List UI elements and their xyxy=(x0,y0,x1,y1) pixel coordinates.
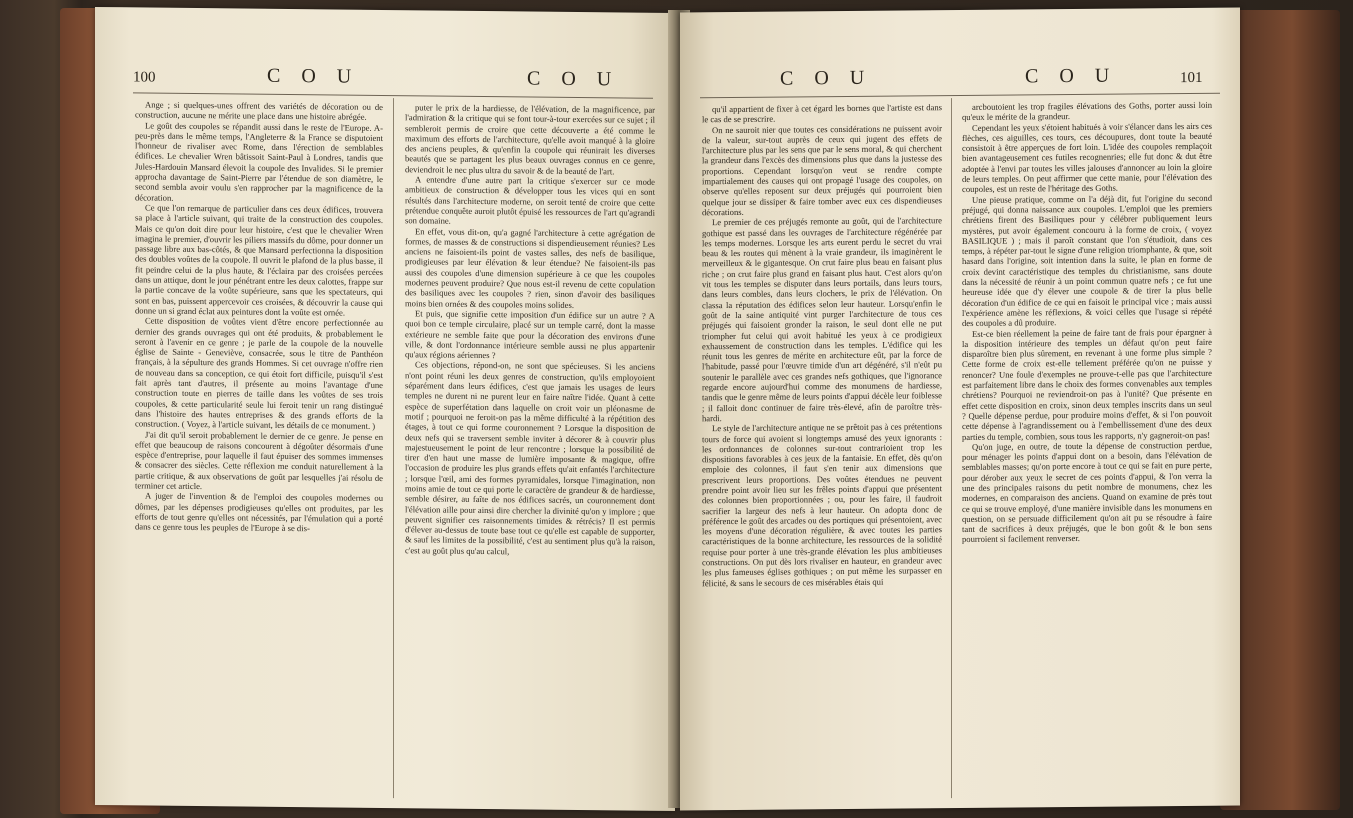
text-column-1 xyxy=(135,99,383,792)
page-number: 101 xyxy=(1180,69,1203,87)
paragraph: Une pieuse pratique, comme on l'a déjà dit, fut l'origine du second préjugé, qui donna naissance aux coupoles. L'emploi que les premiers chrétiens firent des Basiliques pour y célébrer publiquement leurs mystères, put avoir également concouru à la forme de croix, ( voyez BASILIQUE ) ; mais il paroît constant que l'on s'étudioit, dans ces temps, à répéter par-tout le signe d'une religion triomphante, & que, soit hasard dans l'origine, soit intention dans la suite, le plan en forme de croix devint caractéristique des temples du christianisme, sans doute dans la nécessité de réunir à un point commun quatre nefs ; ce fut une heureuse idée que d'y élever une coupole & de tirer la plus belle décoration d'un édifice de ce qui en faisoit le principal vice ; mais aussi l'expérience amène les réflexions, & voici celles que l'usage si répété des coupoles a dû produire. xyxy=(962,192,1212,329)
paragraph: Le premier de ces préjugés remonte au goût, qui de l'architecture gothique est passé dans les ouvrages de l'architecture régénérée par les temps modernes. Lorsque les arts eurent perdu le secret du vrai beau & les routes qui mènent à la vraie grandeur, ils imaginèrent le merveilleux & le gigantesque. On crut faire plus beau en faisant plus riche ; on crut faire plus grand en faisant plus haut. C'est alors qu'on vit tous les temples se disputer dans leurs portails, dans leurs tours, dans leurs combles, dans leurs clochers, le prix de l'élévation. On classa la réputation des édifices selon leur hauteur. Lorsqu'enfin le goût de la saine antiquité vint purger l'architecture de tous ces préjugés qui faisoient gronder la raison, le seul dont elle ne put triompher fut celui qui avoit habitué les yeux à ce prodigieux exhaussement de construction dans les temples. L'édifice qui les réunit tous les genres de mérite en architecture eût, par la force de l'habitude, passé pour l'œuvre timide d'un art dégénéré, s'il n'eût pu soutenir le parallèle avec ces grandes nefs gothiques, que l'ignorance regarde encore aujourd'hui comme des monumens de hardiesse, tandis que le genre même de leurs points d'appui décèle leur foiblesse ; il falloit donc continuer de faire très-élevé, afin de paroître très-hardi. xyxy=(702,215,942,424)
left-page xyxy=(95,7,675,811)
paragraph: Est-ce bien réellement la peine de faire tant de frais pour épargner à la disposition intérieure des temples un défaut qu'on peut faire disparoître bien plus sûrement, en revenant à une forme plus simple ? Cette forme de croix est-elle tellement préférée qu'on ne puisse y renoncer? Une foule d'exemples ne prouve-t-elle pas que l'architecture est parfaitement libre dans le choix des formes convenables aux temples chrétiens? Pourquoi ne reviendroit-on pas à l'unité? Que présente en effet cette disposition en croix, sinon deux temples inscrits dans un seul ? Quelle dépense perdue, pour produire moins d'effet, & si l'on pouvoit cette dépense à l'agrandissement ou à l'embellissement d'une des deux parties du temple, combien, sous tous les rapports, n'y gagneroit-on pas! xyxy=(962,326,1212,442)
running-head: C O U xyxy=(780,66,873,90)
paragraph: arcboutoient les trop fragiles élévations des Goths, porter aussi loin qu'eux le mérite de la grandeur. xyxy=(962,99,1212,123)
text-column-2 xyxy=(962,100,1212,792)
right-page xyxy=(680,8,1240,811)
text-column-2 xyxy=(405,102,655,795)
paragraph: En effet, vous dit-on, qu'a gagné l'architecture à cette agrégation de formes, de masses & de constructions si dispendieusement réunies? Les anciens ne faisoient-ils point de vastes salles, des nefs de basilique, prodigieuses par leur élévation & leur étendue? Ne faisoient-ils pas aussi des coupoles d'une dimension supérieure à ce que les coupoles modernes peuvent produire? Que nous est-il revenu de cette copulation des basiliques avec les coupoles ? rien, sinon d'avoir des basiliques moins bien ornées & des coupoles moins solides. xyxy=(405,225,655,310)
paragraph: Et puis, que signifie cette imposition d'un édifice sur un autre ? A quoi bon ce temple circulaire, placé sur un temple carré, dont la masse extérieure ne semble faite que pour la décoration des environs d'une ville, & dont l'ordonnance intérieure semble aussi ne plus appartenir qu'aux régions aériennes ? xyxy=(405,308,655,361)
paragraph: Qu'on juge, en outre, de toute la dépense de construction perdue, pour ménager les points d'appui dont on a besoin, dans l'élévation de semblables masses; qu'on porte encore à tout ce qui se fait en pure perte, pour dérober aux yeux le secret de ces points d'appui, & l'on verra la une des principales raisons du petit nombre de monumens, chez les modernes, en comparaison des anciens. Quand on examine de près tout ce qui se trouve employé, d'une manière invisible dans les monumens en question, on se persuade difficilement qu'on ait pu se résoudre à faire tant de sacrifices à deux préjugés, que le bon goût & le bon sens pourroient si facilement renverser. xyxy=(962,439,1212,545)
column-divider xyxy=(951,98,952,798)
paragraph: Cependant les yeux s'étoient habitués à voir s'élancer dans les airs ces flèches, ces aiguilles, ces tours, ces découpures, dont toute la beauté consistoit à être apperçues de fort loin. L'idée des coupoles remplaçoit bien avantageusement ces futiles recognenries; elle fut donc & dut être adoptée à l'envi par toutes les villes jalouses d'annoncer au loin la gloire de leurs temples. On peut affirmer que cette manie, pour l'élévation des coupoles, est un reste de l'héritage des Goths. xyxy=(962,120,1212,195)
paragraph: Ces objections, répond-on, ne sont que spécieuses. Si les anciens n'ont point réuni les deux genres de construction, qu'ils employoient séparément dans leurs édifices, c'est que jamais les usages de leurs temples ne durent ni ne purent leur en faire naître l'idée. Quant à cette espèce de superfétation dans laquelle on croit voir un pléonasme de motif ; pourquoi ne feroit-on pas la même difficulté à la répétition des étages, à tout ce qui forme couronnement ? Lorsque la disposition de deux nefs qui se traversent semble inviter à décorer & à couvrir plus majestueusement le point de leur rencontre ; lorsque la possibilité de tirer d'en haut une masse de lumière imposante & magique, offre l'occasion de produire les plus grands effets qu'ait enfantés l'architecture ; lorsque l'œil, ami des formes pyramidales, lorsque l'imagination, non moins amie de tout ce qui porte le caractère de grandeur & de hardiesse, semble désirer, au faîte de nos édifices sacrés, un couronnement dont l'élévation aille pour ainsi dire chercher la divinité qu'on y implore ; que peuvent signifier ces raisonnements timides & rétrécis? Il est permis d'élever au-dessus de toute base tout ce qu'elle est capable de supporter, & sauf les limites de la possibilité, c'est au sentiment plus qu'à la raison, c'est au goût plus qu'au calcul, xyxy=(405,359,655,557)
running-head: C O U xyxy=(527,67,620,91)
paragraph: qu'il appartient de fixer à cet égard les bornes que l'artiste est dans le cas de se prescrire. xyxy=(702,102,942,125)
paragraph: Ange ; si quelques-unes offrent des variétés de décoration ou de construction, aucune ne mérite une place dans une histoire abrégée. xyxy=(135,99,383,123)
paragraph: A juger de l'invention & de l'emploi des coupoles modernes ou dômes, par les dépenses prodigieuses qu'elles ont produites, par les efforts de tout genre qu'elles ont nécessités, par l'émulation qui a porté dans ce genre tous les peuples de l'Europe à se dis- xyxy=(135,490,383,534)
paragraph: puter le prix de la hardiesse, de l'élévation, de la magnificence, par l'admiration & la critique qui se font tour-à-tour exercées sur ce sujet ; il sembleroit permis de croire que cette découverte a été comme le maximum des efforts de l'architecture, qu'elle avoit manqué à la gloire des anciens peuples, & qu'enfin la coupole qui réunirait les diverses beautés que se partagent les plus beaux ouvrages connus en ce genre, deviendroit le nec plus ultra du savoir & de la beauté de l'art. xyxy=(405,102,655,177)
running-head: C O U xyxy=(267,64,360,88)
paragraph: A entendre d'une autre part la critique s'exercer sur ce mode ambitieux de construction & développer tous les vices qui en sont résultés dans l'architecture moderne, on seroit tenté de croire que cette prétendue conquête auroit plutôt épuisé les ressources de l'art qu'agrandi son domaine. xyxy=(405,174,655,226)
paragraph: Cette disposition de voûtes vient d'être encore perfectionnée au dernier des grands ouvrages qui ont été produits, & probablement le seront à l'avenir en ce genre ; je parle de la coupole de la nouvelle église de Sainte - Geneviève, consacrée, sous le titre de Panthéon français, à la sépulture des grands Hommes. Si cet ouvrage n'offre rien de nouveau dans sa conception, ce qui étoit fort difficile, puisqu'il s'est fait après tant d'autres, il présente au moins l'avantage d'une construction toute en pierres de taille dans les voûtes de ses trois coupoles, & cette particularité seule lui feroit tenir un rang distingué dans l'histoire des hautes entreprises & des grands efforts de la construction. ( Voyez, à l'article suivant, les détails de ce monument. ) xyxy=(135,315,383,432)
paragraph: Le style de l'architecture antique ne se prêtoit pas à ces prétentions tours de force qui avoient si longtemps amusé des yeux ignorants : les ordonnances de colonnes sur-tout contrarioient trop les dispositions favorables à ces jeux de la fantaisie. En effet, dès qu'on emploie des colonnes, il faut s'en tenir aux dimensions que prescrivent leurs proportions. Des voûtes étendues ne peuvent prendre point avoir lieu sur les frêles points d'appui que présentent des colonnes bien proportionnées ; ou, pour les faire, il faudroit sacrifier la largeur des nefs à leur hauteur. On adopta donc de préférence le goût des arcades ou des portiques qui présentoient, avec les moyens d'une décoration régulière, & avec toutes les parties caractéristiques de la bonne architecture, les ressources de la solidité requise pour porter à une très-grande élévation les plus ambitieuses constructions. On put dès lors rivaliser en hauteur, en grandeur avec les plus fameuses églises gothiques ; on put même les surpasser en félicité, & sans le secours de ces misérables étais qui xyxy=(702,421,942,588)
text-column-1 xyxy=(702,102,942,794)
paragraph: On ne sauroit nier que toutes ces considérations ne puissent avoir de la valeur, sur-tout auprès de ceux qui jugent des effets de l'architecture plus par les sens que par le sens moral, & qui cherchent la grandeur dans l'excès des dimensions plus que dans la justesse des proportions. Cependant lorsqu'on veut se rendre compte impartialement des causes qui ont propagé l'usage des coupoles, on observe qu'elles reposent sur deux préjugés qui pourroient bien quelque jour se dissiper & faire tomber avec eux ces dispendieuses décorations. xyxy=(702,122,942,218)
column-divider xyxy=(393,98,394,798)
running-head: C O U xyxy=(1025,64,1118,88)
paragraph: Ce que l'on remarque de particulier dans ces deux édifices, trouvera sa place à l'article suivant, qui traite de la construction des coupoles. Mais ce qu'on doit dire pour leur histoire, c'est que le chevalier Wren imagina le premier, d'ouvrir les piliers massifs du dôme, pour donner un passage libre aux bas-côtés, & que Mansard perfectionna la disposition des doubles voûtes de la coupole. Il ouvrit le plafond de la plus basse, il fit peindre celui de la plus haute, & l'éclaira par des croisées percées dans un attique, dont le jour pénétrant entre les deux calottes, frappe sur la partie concave de la voûte supérieure, sans que les spectateurs, qui sont en bas, puissent appercevoir ces croisées, & découvrir la cause qui donne un si grand éclat aux peintures dont la voûte est ornée. xyxy=(135,202,383,318)
paragraph: Le goût des coupoles se répandit aussi dans le reste de l'Europe. A-peu-près dans le même temps, l'Angleterre & la France se disputoient l'honneur de rivaliser avec Rome, dans l'érection de semblables édifices. Le chevalier Wren bâtissoit Saint-Paul à Londres, tandis que Jules-Hardouin Mansard élevoit la coupole des Invalides. Si le premier approcha davantage de Saint-Pierre par l'étendue de son diamètre, le second sembla avoir voulu s'en rapprocher par la magnificence de la décoration. xyxy=(135,120,383,203)
paragraph: J'ai dit qu'il seroit probablement le dernier de ce genre. Je pense en effet que beaucoup de raisons concourent à dégoûter désormais d'une espèce d'entreprise, pour laquelle il faut épuiser des sommes immenses & consacrer des siècles. Cette réflexion me conduit naturellement à la partie critique, & aux observations de goût par lesquelles j'ai résolu de terminer cet article. xyxy=(135,428,383,492)
page-number: 100 xyxy=(133,69,156,86)
